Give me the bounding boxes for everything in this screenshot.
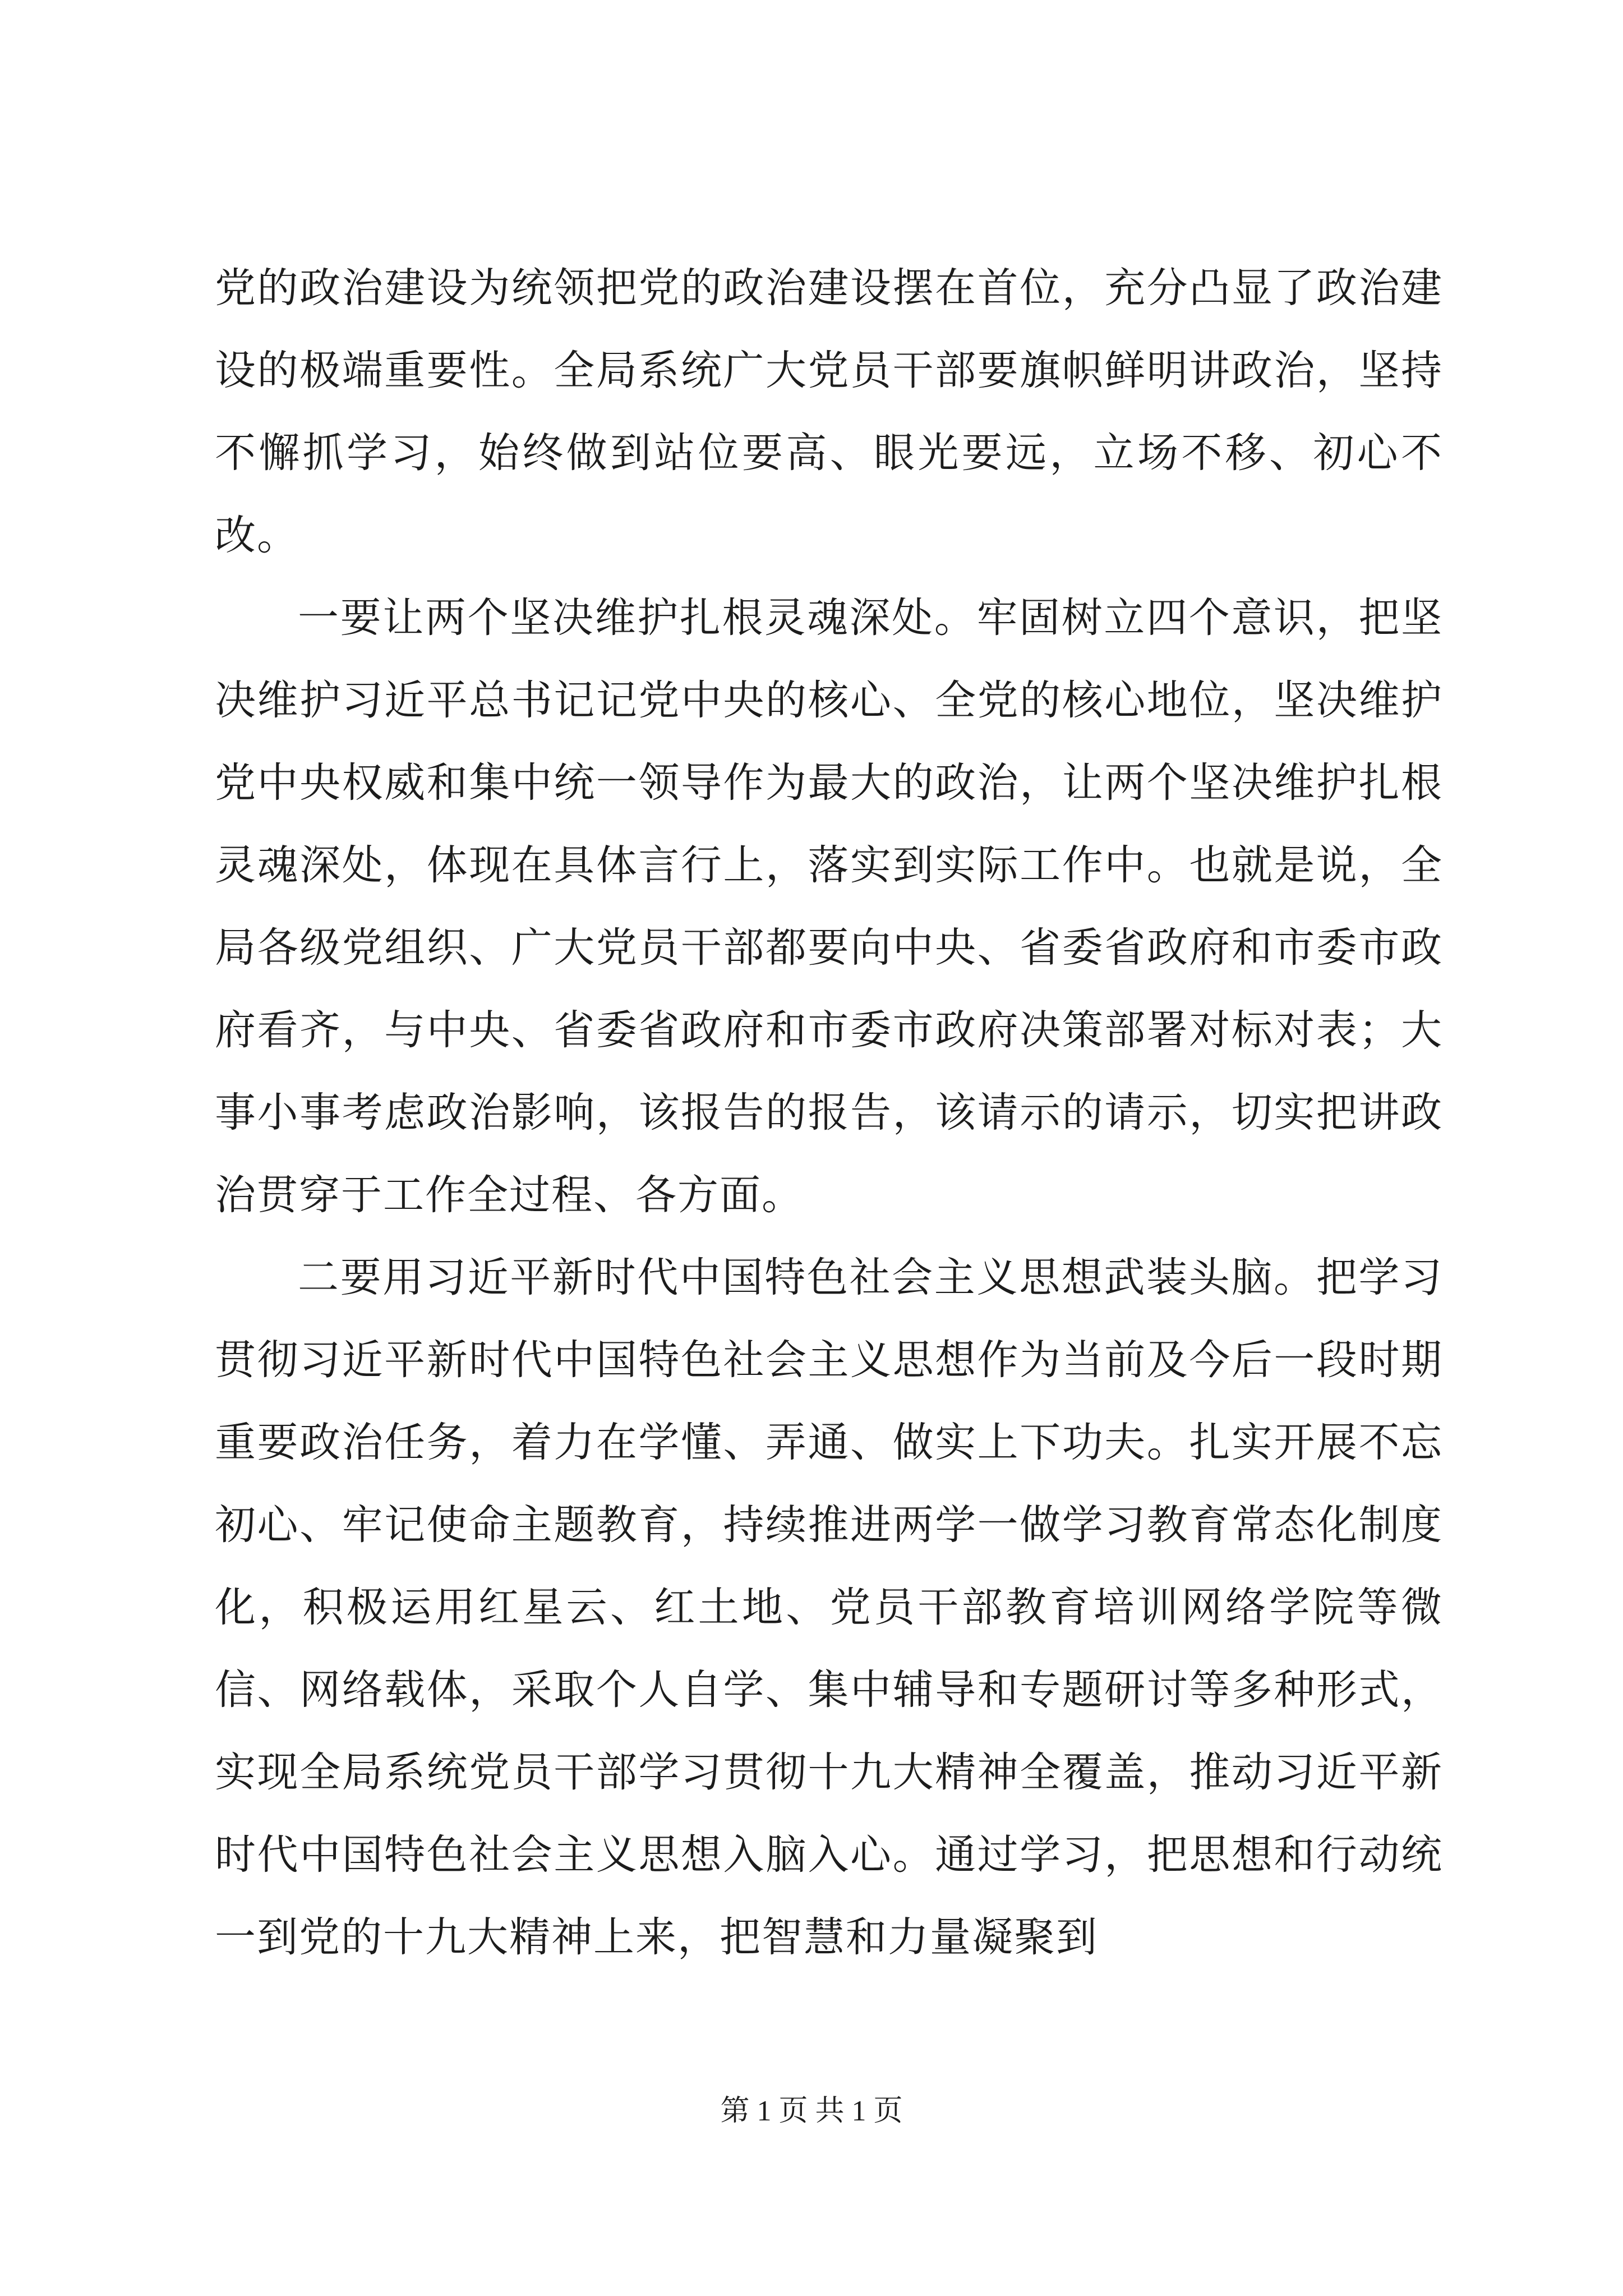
paragraph-point-one: 一要让两个坚决维护扎根灵魂深处。牢固树立四个意识，把坚决维护习近平总书记记党中央的核心、全党的核心地位，坚决维护党中央权威和集中统一领导作为最大的政治，让两个坚决维护扎根灵魂深处，体现在具体言行上，落实到实际工作中。也就是说，全局各级党组织、广大党员干部都要向中央、省委省政府和市委市政府看齐，与中央、省委省政府和市委市政府决策部署对标对表；大事小事考虑政治影响，该报告的报告，该请示的请示，切实把讲政治贯穿于工作全过程、各方面。	[215, 594, 1443, 1219]
document-body	[215, 247, 1443, 1978]
page-number-footer: 第 1 页 共 1 页	[720, 2095, 903, 2127]
paragraph-intro: 党的政治建设为统领把党的政治建设摆在首位，充分凸显了政治建设的极端重要性。全局系统广大党员干部要旗帜鲜明讲政治，坚持不懈抓学习，始终做到站位要高、眼光要远，立场不移、初心不改。	[215, 264, 1443, 559]
paragraph-point-two: 二要用习近平新时代中国特色社会主义思想武装头脑。把学习贯彻习近平新时代中国特色社会主义思想作为当前及今后一段时期重要政治任务，着力在学懂、弄通、做实上下功夫。扎实开展不忘初心、牢记使命主题教育，持续推进两学一做学习教育常态化制度化，积极运用红星云、红土地、党员干部教育培训网络学院等微信、网络载体，采取个人自学、集中辅导和专题研讨等多种形式，实现全局系统党员干部学习贯彻十九大精神全覆盖，推动习近平新时代中国特色社会主义思想入脑入心。通过学习，把思想和行动统一到党的十九大精神上来，把智慧和力量凝聚到	[215, 1254, 1443, 1961]
